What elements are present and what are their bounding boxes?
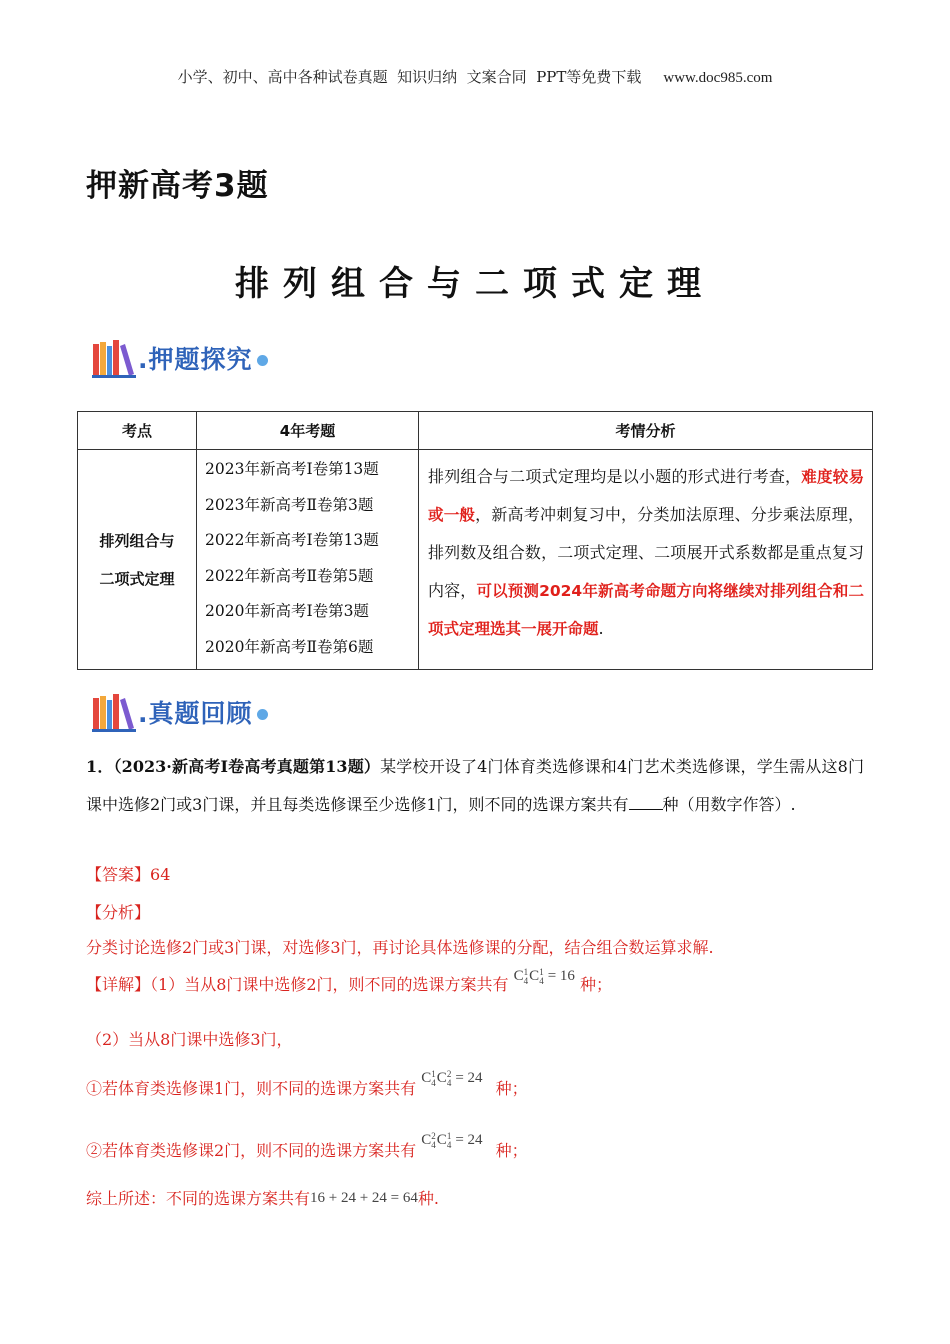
main-title: 押新高考3题 [86, 168, 269, 204]
year-item: 2022年新高考Ⅰ卷第13题 [205, 531, 379, 549]
problem-1 [86, 748, 864, 824]
case1-tail: 种； [495, 1079, 528, 1098]
table-header-row [78, 412, 873, 450]
answer-line [86, 862, 170, 885]
summary-text: 综上所述：不同的选课方案共有 [86, 1189, 311, 1208]
step2-text: （2）当从8门课中选修3门， [86, 1030, 293, 1049]
dot-icon [257, 355, 268, 366]
formula-result: = 24 [455, 1132, 483, 1148]
page-header [0, 66, 950, 87]
analysis-text: . [598, 619, 604, 638]
formula-result: = 16 [547, 968, 575, 984]
case2-text: ②若体育类选修课2门，则不同的选课方案共有 [86, 1141, 417, 1160]
problem-text: 某学校开设了4门体育类选修课和4门艺术类选修课，学生需从这8门课中选修2门或3门课，并且每类选修课至少选修1门，则不同的选课方案共有 [86, 757, 864, 814]
years-cell [197, 450, 419, 670]
analysis-text: 分类讨论选修2门或3门课，对选修3门，再讨论具体选修课的分配，结合组合数运算求解. [86, 938, 714, 957]
answer-value: 64 [150, 865, 171, 884]
detail-case-1 [86, 1068, 528, 1100]
topic-line: 二项式定理 [99, 569, 175, 588]
analysis-text: 排列组合与二项式定理均是以小题的形式进行考查， [428, 467, 802, 486]
combination-formula: C 1 4 C 1 4 = 16 [513, 966, 575, 986]
section-label-review: .真题回顾 [138, 699, 253, 728]
analysis-label: 【分析】 [86, 903, 151, 922]
detail-label: 【详解】 [86, 975, 151, 994]
year-item: 2020年新高考Ⅰ卷第3题 [205, 602, 369, 620]
year-item: 2023年新高考Ⅱ卷第3题 [205, 495, 374, 514]
step1-tail: 种； [580, 975, 613, 994]
analysis-text: ，新高考冲刺复习中，分类加法原理、分步乘法原理，排列数及组合数，二项式定理、二项展开式系数都是重点复习内容， [428, 505, 864, 600]
table-row [78, 450, 873, 670]
section-badge-review [92, 690, 268, 734]
exam-table [77, 411, 873, 670]
header-text: 小学、初中、高中各种试卷真题 知识归纳 文案合同 PPT等免费下载 [177, 68, 642, 86]
summary-line [86, 1186, 439, 1209]
header-years: 4年考题 [197, 412, 419, 450]
analysis-cell [419, 450, 873, 670]
year-item: 2020年新高考Ⅱ卷第6题 [205, 637, 374, 656]
answer-blank [629, 795, 663, 810]
detail-step-1 [86, 966, 613, 996]
year-item: 2023年新高考Ⅰ卷第13题 [205, 460, 379, 478]
dot-icon [257, 709, 268, 720]
section-label-explore: .押题探究 [138, 345, 253, 374]
section-badge-explore [92, 336, 268, 380]
summary-tail: 种. [417, 1189, 439, 1208]
books-icon [92, 338, 136, 378]
formula-result: = 24 [455, 1070, 483, 1086]
books-icon [92, 692, 136, 732]
header-analysis: 考情分析 [419, 412, 873, 450]
combination-formula: C 2 4 C 1 4 = 24 [421, 1130, 483, 1150]
header-topic: 考点 [78, 412, 197, 450]
year-item: 2022年新高考Ⅱ卷第5题 [205, 566, 374, 585]
sub-title: 排列组合与二项式定理 [235, 264, 715, 304]
case2-tail: 种； [495, 1141, 528, 1160]
analysis-highlight: 可以预测2024年新高考命题方向将继续对排列组合和二项式定理选其一展开命题 [428, 582, 864, 638]
combination-formula: C 1 4 C 2 4 = 24 [421, 1068, 483, 1088]
step1-text: （1）当从8门课中选修2门，则不同的选课方案共有 [150, 975, 509, 994]
problem-number: 1． [86, 757, 114, 776]
detail-case-2 [86, 1130, 528, 1162]
answer-label: 【答案】 [86, 865, 151, 884]
problem-source: （2023·新高考Ⅰ卷高考真题第13题） [113, 757, 381, 776]
case1-text: ①若体育类选修课1门，则不同的选课方案共有 [86, 1079, 417, 1098]
topic-line: 排列组合与 [99, 531, 175, 550]
problem-text-tail: 种（用数字作答）. [662, 795, 796, 814]
analysis-highlight: 难度较易或一般 [428, 468, 864, 524]
topic-cell [78, 450, 197, 670]
header-site[interactable]: www.doc985.com [663, 70, 773, 86]
summary-math: 16 + 24 + 24 = 64 [310, 1190, 418, 1206]
